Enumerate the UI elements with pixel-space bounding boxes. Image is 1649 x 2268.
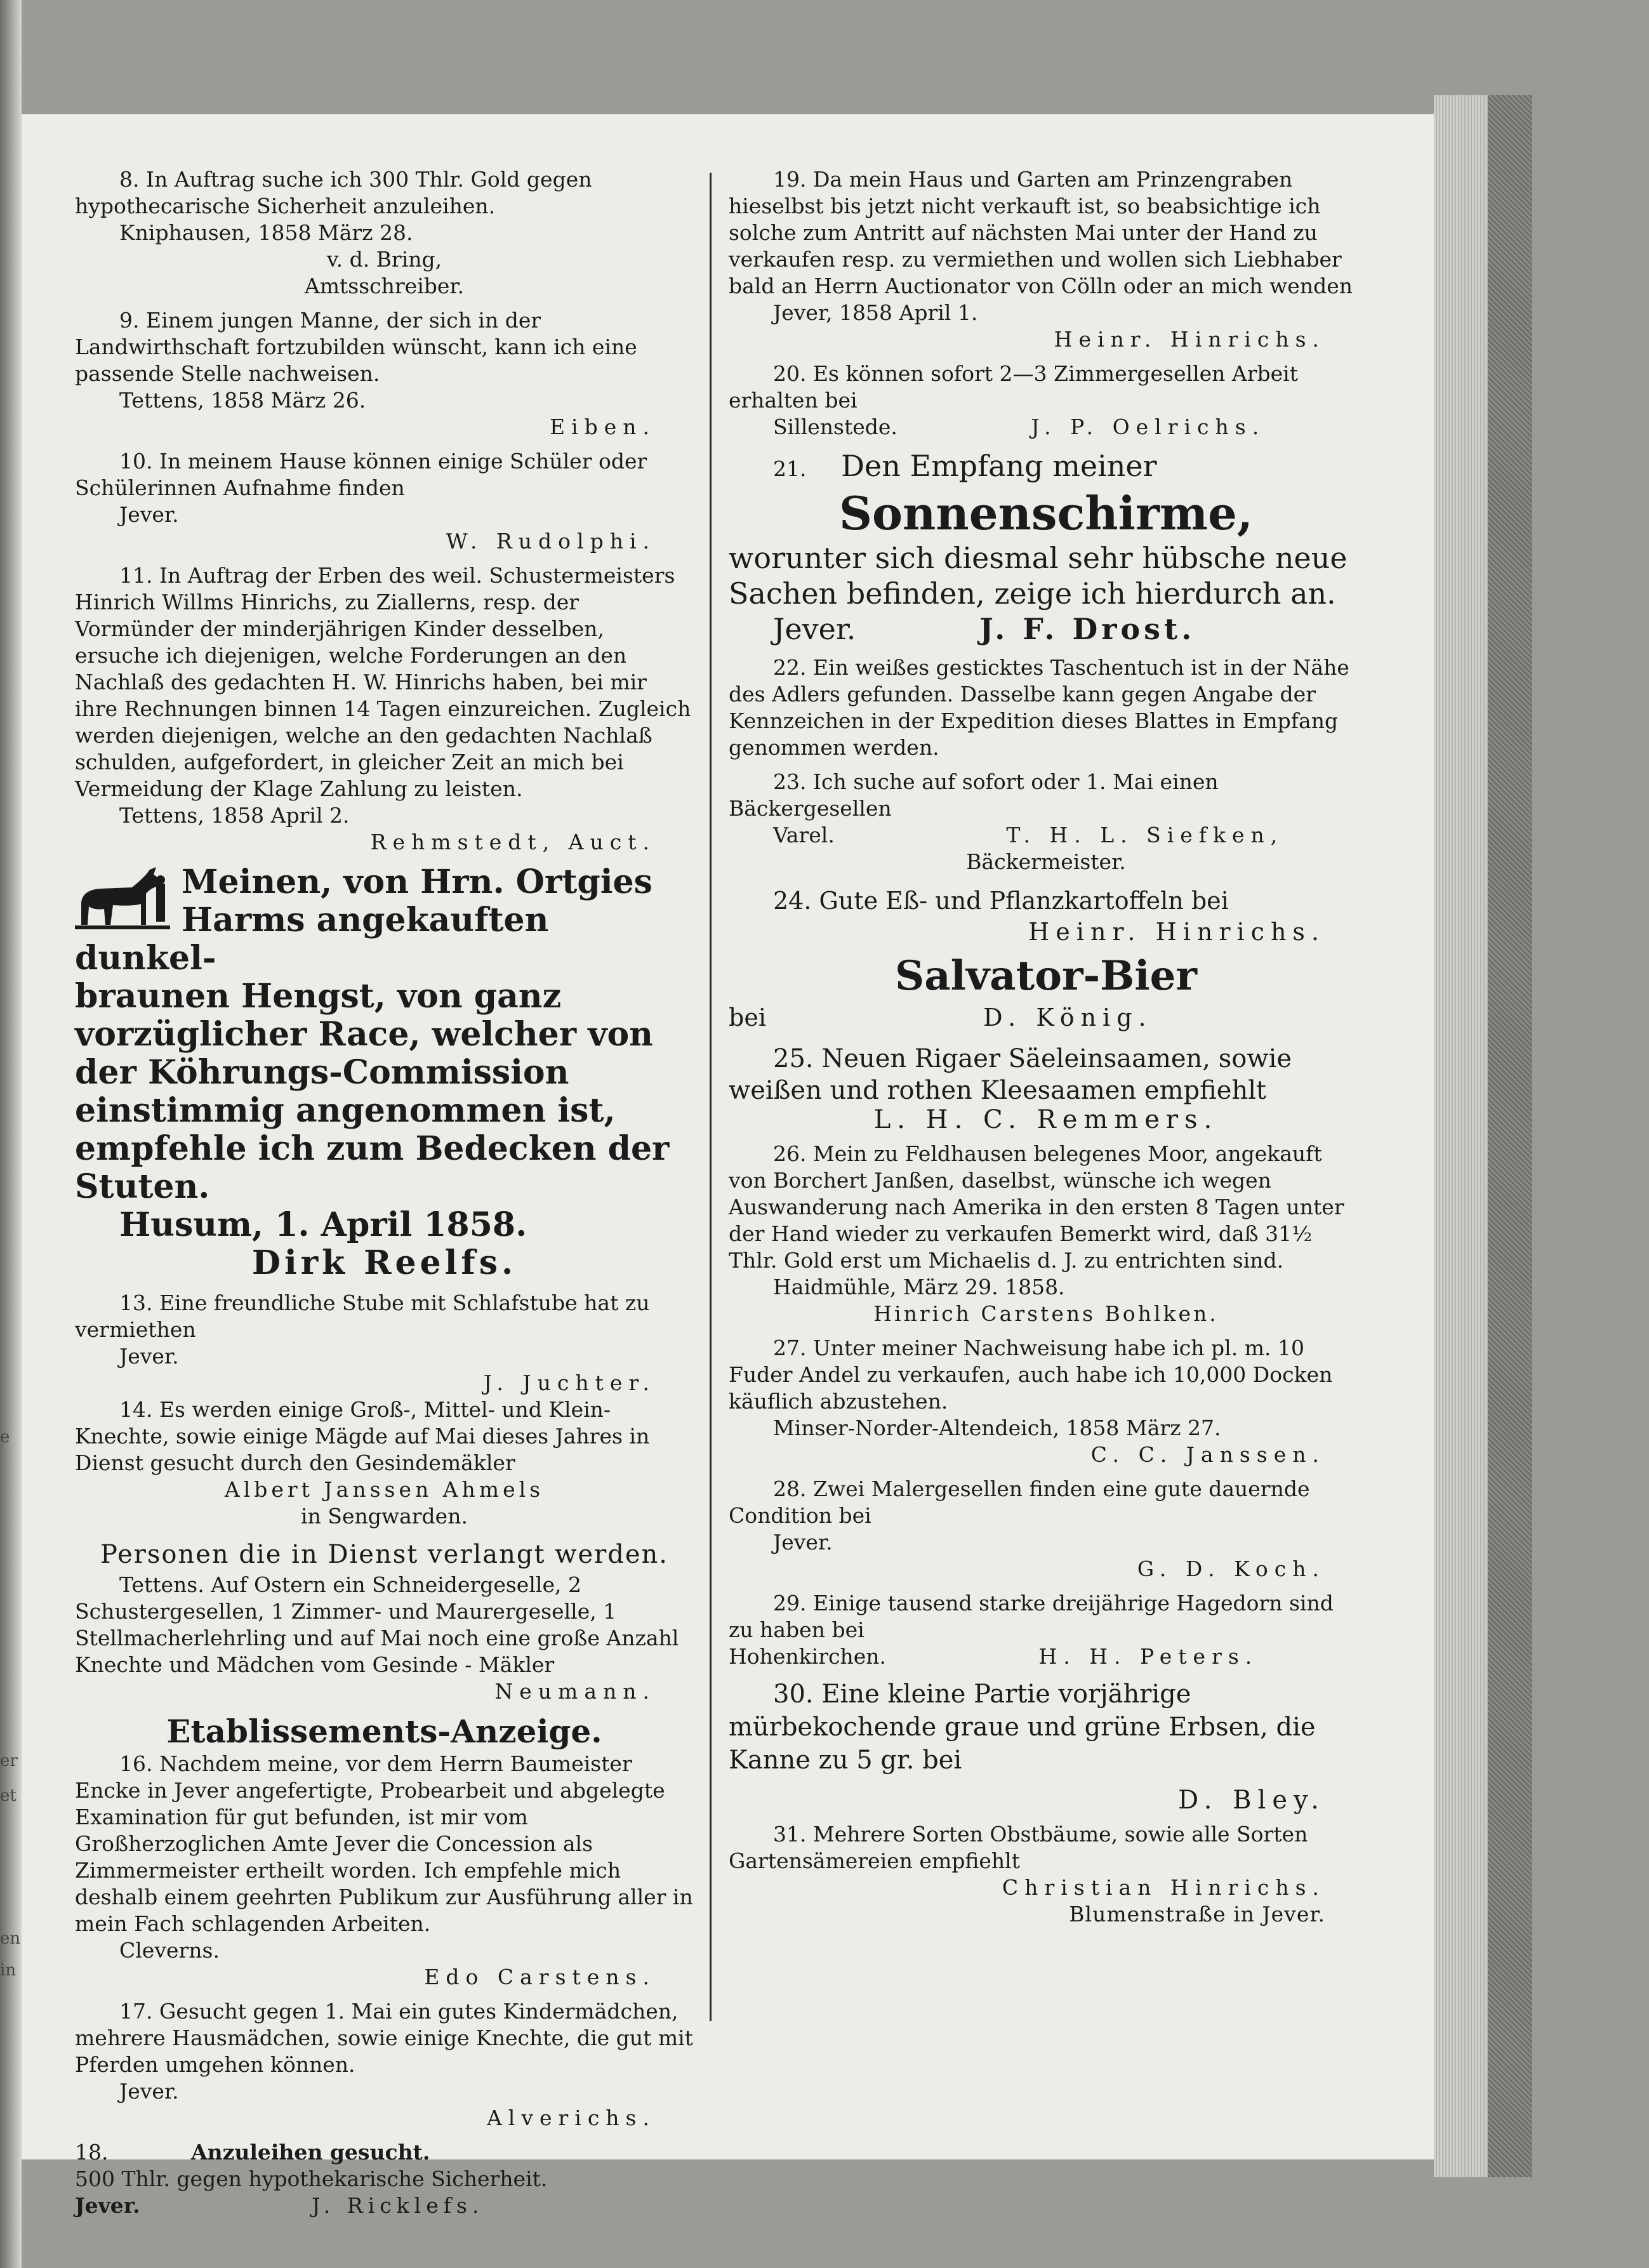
ad-30 [729, 1678, 1363, 1814]
ad-footer [729, 1643, 1363, 1670]
prev-fragment: in [0, 1961, 17, 1980]
ad-footer [75, 2192, 694, 2219]
ad-headline: Den Empfang meiner [841, 449, 1157, 483]
ad-footer [729, 822, 1363, 849]
left-column [75, 166, 694, 2219]
ad-text: 11. In Auftrag der Erben des weil. Schustermeisters Hinrich Willms Hinrichs, zu Ziallerns, resp. der Vormünder der minderjährigen Kinder desselben, ersuche ich diejenigen, welche Forderungen an den Nachlaß des gedachten H. W. Hinrichs haben, bei mir ihre Rechnungen binnen 14 Tagen einzureichen. Zugleich werden diejenigen, welche an den gedachten Nachlaß schulden, aufgefordert, in gleicher Zeit an mich bei Vermeidung der Klage Zahlung zu leisten. [75, 563, 691, 801]
ad-signature: v. d. Bring, [326, 247, 442, 272]
ad-8 [75, 166, 694, 300]
ad-place: Cleverns. [119, 1938, 220, 1963]
ad-signature-location: Blumenstraße in Jever. [1069, 1902, 1325, 1926]
ad-signature: J. F. Drost. [979, 612, 1196, 646]
ad-footer [729, 414, 1363, 441]
ad-place: Jever. [773, 1530, 833, 1555]
ad-13 [75, 1290, 694, 1396]
ad-signature: G. D. Koch. [1137, 1556, 1325, 1581]
ad-23 [729, 769, 1363, 875]
ad-18 [75, 2139, 694, 2219]
ad-heading-line [729, 448, 1363, 487]
ad-big-headline: Sonnenschirme, [839, 486, 1253, 540]
ad-signature: H. H. Peters. [1038, 1644, 1259, 1669]
ad-signature: Rehmstedt, Auct. [370, 830, 656, 854]
ad-text: 27. Unter meiner Nachweisung habe ich pl. m. 10 Fuder Andel zu verkaufen, auch habe ich 10,000 Docken käuflich abzustehen. [729, 1336, 1333, 1414]
ad-29 [729, 1590, 1363, 1670]
prev-fragment: e [0, 1428, 10, 1447]
ad-26 [729, 1141, 1363, 1327]
ad-signature: Edo Carstens. [424, 1965, 656, 1989]
ad-signature: Alverichs. [486, 2106, 656, 2130]
ad-place: Husum, 1. April 1858. [119, 1205, 527, 1244]
ad-text: 16. Nachdem meine, vor dem Herrn Baumeister Encke in Jever angefertigte, Probearbeit und abgelegte Examination für gut befunden, ist mir vom Großherzoglichen Amte Jever die Concession als Zimmermeister ertheilt worden. Ich empfehle mich deshalb einem geehrten Publikum zur Ausführung aller in mein Fach schlagenden Arbeiten. [75, 1751, 693, 1936]
ad-place: Jever. [75, 2193, 140, 2218]
ad-17 [75, 1998, 694, 2132]
ad-14 [75, 1396, 694, 1530]
ad-text: 29. Einige tausend starke dreijährige Hagedorn sind zu haben bei [729, 1591, 1334, 1642]
ad-text: 20. Es können sofort 2—3 Zimmergesellen Arbeit erhalten bei [729, 361, 1298, 413]
ad-text: 23. Ich suche auf sofort oder 1. Mai einen Bäckergesellen [729, 769, 1219, 821]
ad-25 [729, 1043, 1363, 1133]
ad-signature: L. H. C. Remmers. [873, 1105, 1219, 1134]
ad-signature: D. Bley. [1178, 1786, 1325, 1815]
ad-text: worunter sich diesmal sehr hübsche neue Sachen befinden, zeige ich hierdurch an. [729, 541, 1348, 611]
ad-21 [729, 448, 1363, 647]
ad-31 [729, 1821, 1363, 1928]
ad-signature-title: Bäckermeister. [966, 849, 1126, 874]
ad-signature: J. Ricklefs. [312, 2193, 484, 2218]
ad-text: 25. Neuen Rigaer Säeleinsaamen, sowie weißen und rothen Kleesaamen empfiehlt [729, 1044, 1292, 1105]
ad-signature: C. C. Janssen. [1090, 1442, 1325, 1467]
ad-place: Tettens, 1858 April 2. [119, 803, 350, 828]
ad-signature: Albert Janssen Ahmels [224, 1477, 545, 1502]
ad-place: Haidmühle, März 29. 1858. [773, 1275, 1065, 1299]
ad-headline: Meinen, von Hrn. Ortgies [182, 863, 652, 901]
ad-signature: J. Juchter. [483, 1370, 656, 1395]
ad-9 [75, 307, 694, 441]
ad-15 [75, 1537, 694, 1705]
ad-11 [75, 562, 694, 856]
ad-text: 8. In Auftrag suche ich 300 Thlr. Gold gegen hypothecarische Sicherheit anzuleihen. [75, 167, 592, 218]
ad-heading: Anzuleihen gesucht. [190, 2140, 430, 2165]
ad-place: Tettens, 1858 März 26. [119, 388, 366, 413]
ad-signature: Neumann. [494, 1679, 656, 1704]
column-divider [710, 173, 712, 2021]
ad-signature: W. Rudolphi. [446, 529, 656, 554]
ad-signature: Dirk Reelfs. [251, 1243, 517, 1282]
ad-text: 10. In meinem Hause können einige Schüler oder Schülerinnen Aufnahme finden [75, 449, 647, 500]
ad-place: Sillenstede. [773, 414, 897, 439]
ad-text: 31. Mehrere Sorten Obstbäume, sowie alle Sorten Gartensämereien empfiehlt [729, 1822, 1308, 1873]
prev-fragment: et [0, 1786, 17, 1805]
ad-place: Jever. [119, 502, 179, 527]
ad-place: Kniphausen, 1858 März 28. [119, 220, 413, 245]
prev-fragment: er [0, 1751, 18, 1770]
ad-16 [75, 1713, 694, 1991]
ad-signature: Heinr. Hinrichs. [1028, 918, 1325, 946]
ad-text: 17. Gesucht gegen 1. Mai ein gutes Kindermädchen, mehrere Hausmädchen, sowie einige Knechte, die gut mit Pferden umgehen können. [75, 1999, 693, 2077]
ad-signature-title: Amtsschreiber. [304, 274, 465, 298]
ad-signature: T. H. L. Siefken, [1006, 823, 1284, 847]
ad-footer [729, 611, 1363, 647]
ad-text: 19. Da mein Haus und Garten am Prinzengraben hieselbst bis jetzt nicht verkauft ist, so beabsichtige ich solche zum Antritt auf nächsten Mai unter der Hand zu verkaufen resp. zu vermiethen und wollen sich Liebhaber bald an Herrn Auctionator von Cölln oder an mich wenden [729, 167, 1353, 298]
ad-place: Jever. [119, 1344, 179, 1369]
ad-22 [729, 654, 1363, 761]
ad-text: 30. Eine kleine Partie vorjährige mürbekochende graue und grüne Erbsen, die Kanne zu 5 gr. bei [729, 1680, 1316, 1775]
ad-text: 26. Mein zu Feldhausen belegenes Moor, angekauft von Borchert Janßen, daselbst, wünsche ich wegen Auswanderung nach Amerika in den ersten 8 Tagen unter der Hand wieder zu verkaufen Bemerkt wird, daß 31½ Thlr. Gold erst um Michaelis d. J. zu entrichten sind. [729, 1141, 1344, 1273]
ad-number: 21. [773, 456, 807, 481]
ad-text: 13. Eine freundliche Stube mit Schlafstube hat zu vermiethen [75, 1290, 650, 1342]
ad-heading: Etablissements-Anzeige. [166, 1713, 602, 1750]
ad-signature: Heinr. Hinrichs. [1054, 327, 1325, 352]
ad-headline: Harms angekauften dunkel- [75, 901, 549, 978]
ad-signature: Christian Hinrichs. [1002, 1875, 1325, 1900]
ad-place: Jever, 1858 April 1. [773, 300, 978, 325]
ad-text: braunen Hengst, von ganz vorzüglicher Race, welcher von der Köhrungs-Commission einstimmig angenommen ist, empfehle ich zum Bedecken der Stuten. [75, 977, 670, 1206]
ad-text: 9. Einem jungen Manne, der sich in der Landwirthschaft fortzubilden wünscht, kann ich eine passende Stelle nachweisen. [75, 308, 637, 386]
ad-text: 500 Thlr. gegen hypothekarische Sicherheit. [75, 2166, 548, 2191]
ad-19 [729, 166, 1363, 353]
ad-heading: Personen die in Dienst verlangt werden. [100, 1540, 669, 1569]
ad-signature: Eiben. [549, 414, 656, 439]
ad-12-stallion [75, 863, 694, 1282]
ad-signature: D. König. [983, 1004, 1153, 1031]
ad-place: Jever. [119, 2079, 179, 2104]
ad-20 [729, 361, 1363, 441]
ad-footer [729, 1000, 1363, 1035]
ad-signature: Hinrich Carstens Bohlken. [873, 1301, 1219, 1326]
page-stack-edge [1434, 95, 1488, 2177]
ad-27 [729, 1335, 1363, 1468]
ad-prefix: bei [729, 1004, 766, 1031]
ad-place: Jever. [773, 612, 856, 646]
horse-icon [75, 865, 170, 934]
ad-place: Hohenkirchen. [729, 1644, 887, 1669]
ad-10 [75, 448, 694, 555]
book-binding [1488, 95, 1532, 2177]
ad-place: Varel. [773, 823, 835, 847]
ad-text: 22. Ein weißes gesticktes Taschentuch ist in der Nähe des Adlers gefunden. Dasselbe kann gegen Angabe der Kennzeichen in der Expedition dieses Blattes in Empfang genommen werden. [729, 655, 1349, 760]
ad-number: 18. [75, 2140, 109, 2165]
ad-big-headline: Salvator-Bier [894, 952, 1198, 1000]
ad-place: Minser-Norder-Altendeich, 1858 März 27. [773, 1416, 1221, 1440]
ad-signature-location: in Sengwarden. [301, 1504, 468, 1529]
ad-text: 28. Zwei Malergesellen finden eine gute dauernde Condition bei [729, 1476, 1310, 1528]
previous-page-edge [0, 0, 22, 2268]
ad-text: Tettens. Auf Ostern ein Schneidergeselle, 2 Schustergesellen, 1 Zimmer- und Maurergeselle, 1 Stellmacherlehrling und auf Mai noch eine große Anzahl Knechte und Mädchen vom Gesinde - Mäkler [75, 1572, 679, 1677]
ad-salvator [729, 953, 1363, 1035]
ad-28 [729, 1476, 1363, 1582]
ad-signature: J. P. Oelrichs. [1031, 414, 1266, 439]
prev-fragment: en [0, 1929, 21, 1948]
ad-text: 14. Es werden einige Groß-, Mittel- und Klein-Knechte, sowie einige Mägde auf Mai dieses Jahres in Dienst gesucht durch den Gesindemäkler [75, 1397, 650, 1475]
right-column [729, 166, 1363, 1928]
ad-heading-line [75, 2139, 694, 2166]
ad-24 [729, 883, 1363, 945]
ad-text: 24. Gute Eß- und Pflanzkartoffeln bei [773, 887, 1229, 915]
previous-page-fragments [0, 0, 21, 1980]
